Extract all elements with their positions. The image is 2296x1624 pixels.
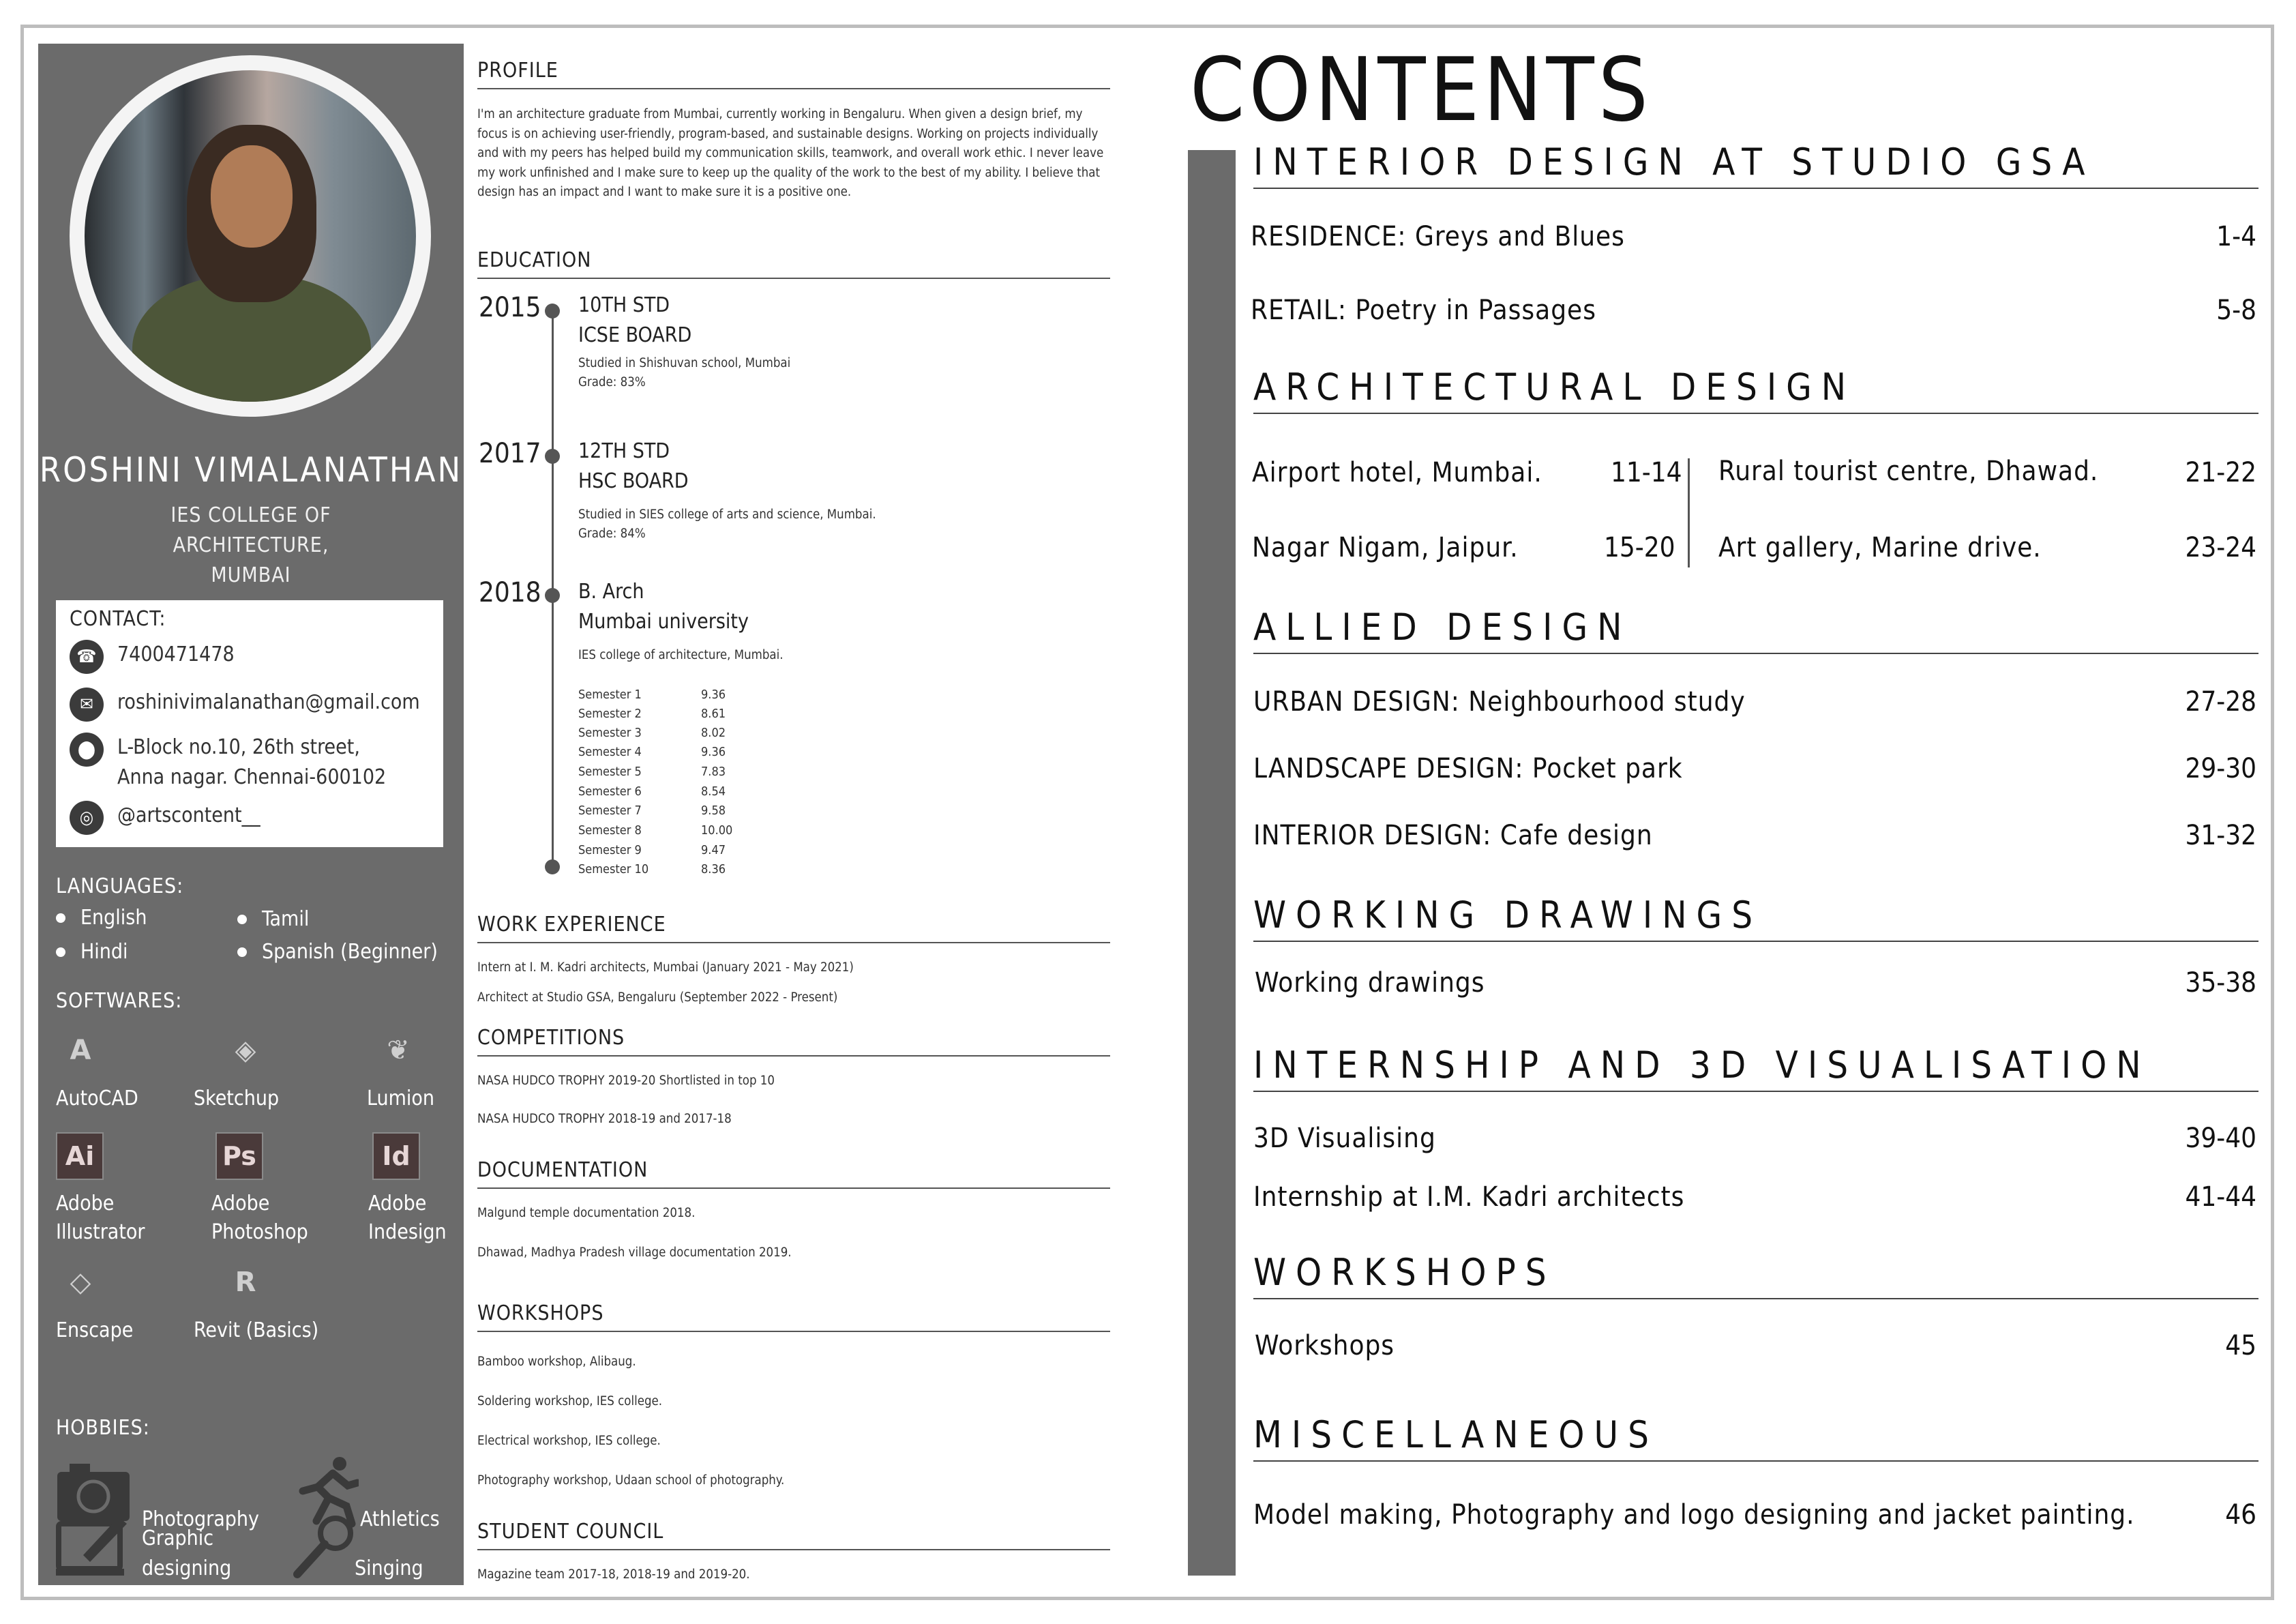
- competition-item: NASA HUDCO TROPHY 2019-20 Shortlisted in top 10: [477, 1074, 775, 1088]
- student-council-item: Magazine team 2017-18, 2018-19 and 2019-20.: [477, 1567, 750, 1582]
- location-icon: ⬤: [70, 733, 104, 767]
- toc-item[interactable]: Art gallery, Marine drive.: [1718, 532, 2042, 563]
- phone-icon: ☎: [70, 640, 104, 674]
- category-allied-design: ALLIED DESIGN: [1253, 606, 2258, 654]
- education-year: 2018: [479, 577, 541, 608]
- profile-text: I'm an architecture graduate from Mumbai, currently working in Bengaluru. When given a design brief, my focus is on achieving user-friendly, program-based, and sustainable designs. Working on projects individually and with my peers has helped build my communication skills, teamwork, and overall work ethic. I never leave my work unfinished and I make sure to keep up the quality of the work to the best of my ability. I believe that design has an impact and I want to make sure it is a positive one.: [477, 107, 1104, 199]
- toc-item[interactable]: URBAN DESIGN: Neighbourhood study: [1253, 686, 1746, 718]
- education-entry-title: 10TH STD ICSE BOARD: [578, 293, 692, 347]
- toc-item[interactable]: Rural tourist centre, Dhawad.: [1718, 456, 2099, 487]
- toc-item[interactable]: Airport hotel, Mumbai.: [1252, 457, 1542, 488]
- category-workshops: WORKSHOPS: [1253, 1251, 2258, 1299]
- contact-phone-row: [70, 640, 235, 674]
- language-item: Hindi: [56, 940, 128, 964]
- illustrator-icon: Ai: [56, 1132, 104, 1180]
- education-year: 2015: [479, 292, 541, 323]
- toc-page: 1-4: [2216, 221, 2256, 252]
- mail-icon: ✉: [70, 688, 104, 722]
- revit-icon: R: [235, 1267, 256, 1298]
- education-detail: Studied in SIES college of arts and science, Mumbai.: [578, 507, 876, 522]
- contact-title: CONTACT:: [70, 607, 166, 631]
- softwares-title: SOFTWARES:: [56, 989, 183, 1013]
- hobby-singing: Singing: [355, 1556, 423, 1580]
- toc-page: 46: [2225, 1499, 2256, 1531]
- workshops-title: WORKSHOPS: [477, 1301, 1110, 1332]
- photoshop-icon: Ps: [215, 1132, 263, 1180]
- person-name: ROSHINI VIMALANATHAN: [39, 450, 463, 490]
- software-revit: R Revit (Basics): [194, 1258, 323, 1345]
- toc-page: 35-38: [2185, 967, 2256, 999]
- toc-item[interactable]: RESIDENCE: Greys and Blues: [1251, 221, 1625, 252]
- toc-item[interactable]: 3D Visualising: [1253, 1123, 1436, 1154]
- software-lumion: ❦ Lumion: [367, 1026, 496, 1113]
- work-item: Intern at I. M. Kadri architects, Mumbai (January 2021 - May 2021): [477, 960, 854, 975]
- workshop-item: Bamboo workshop, Alibaug.: [477, 1355, 636, 1369]
- toc-item[interactable]: Internship at I.M. Kadri architects: [1253, 1181, 1685, 1213]
- education-entry-title: B. Arch Mumbai university: [578, 580, 749, 634]
- contact-instagram[interactable]: @artscontent__: [117, 803, 260, 827]
- contact-email[interactable]: roshinivimalanathan@gmail.com: [117, 690, 420, 714]
- toc-item[interactable]: LANDSCAPE DESIGN: Pocket park: [1253, 753, 1683, 784]
- toc-item[interactable]: RETAIL: Poetry in Passages: [1251, 295, 1596, 326]
- microphone-icon: [288, 1514, 356, 1582]
- education-grade: Grade: 84%: [578, 527, 646, 541]
- hobby-athletics: Athletics: [360, 1507, 440, 1531]
- toc-item[interactable]: Nagar Nigam, Jaipur.: [1252, 532, 1519, 563]
- contact-instagram-row: [70, 801, 260, 835]
- contact-phone: 7400471478: [117, 643, 235, 666]
- semester-row: Semester 9 9.47: [578, 843, 726, 857]
- timeline-dot: [545, 304, 560, 319]
- software-illustrator: Ai Adobe Illustrator: [56, 1132, 185, 1247]
- semester-row: Semester 4 9.36: [578, 745, 726, 759]
- workshop-item: Soldering workshop, IES college.: [477, 1394, 663, 1408]
- toc-item[interactable]: INTERIOR DESIGN: Cafe design: [1253, 820, 1653, 851]
- contents-accent-bar: [1188, 150, 1236, 1576]
- toc-item[interactable]: Workshops: [1255, 1330, 1395, 1361]
- semester-row: Semester 3 8.02: [578, 726, 726, 740]
- enscape-icon: ◇: [70, 1267, 91, 1298]
- semester-row: Semester 6 8.54: [578, 784, 726, 799]
- hobby-photography: Photography: [142, 1507, 259, 1531]
- work-item: Architect at Studio GSA, Bengaluru (September 2022 - Present): [477, 990, 838, 1005]
- toc-page: 27-28: [2185, 686, 2256, 718]
- category-architectural-design: ARCHITECTURAL DESIGN: [1253, 366, 2258, 414]
- column-divider: [1688, 458, 1690, 567]
- education-title: EDUCATION: [477, 248, 1110, 279]
- toc-page: 5-8: [2216, 295, 2256, 326]
- toc-page: 39-40: [2185, 1123, 2256, 1154]
- profile-section-title: PROFILE: [477, 59, 1110, 89]
- work-experience-title: WORK EXPERIENCE: [477, 913, 1110, 943]
- documentation-item: Malgund temple documentation 2018.: [477, 1206, 696, 1220]
- documentation-item: Dhawad, Madhya Pradesh village documentation 2019.: [477, 1245, 792, 1260]
- sketchup-icon: ◈: [235, 1035, 256, 1066]
- toc-page: 21-22: [2185, 457, 2256, 488]
- semester-row: Semester 5 7.83: [578, 765, 726, 779]
- competition-item: NASA HUDCO TROPHY 2018-19 and 2017-18: [477, 1112, 732, 1126]
- category-miscellaneous: MISCELLANEOUS: [1253, 1413, 2258, 1462]
- semester-row: Semester 10 8.36: [578, 862, 726, 876]
- software-enscape: ◇ Enscape: [56, 1258, 185, 1345]
- languages-title: LANGUAGES:: [56, 874, 184, 898]
- college-name: IES COLLEGE OF ARCHITECTURE, MUMBAI: [170, 503, 331, 587]
- toc-page: 15-20: [1604, 532, 1675, 563]
- timeline-dot: [545, 588, 560, 603]
- instagram-icon: ◎: [70, 801, 104, 835]
- toc-item[interactable]: Model making, Photography and logo designing and jacket painting.: [1253, 1499, 2135, 1531]
- toc-page: 41-44: [2185, 1181, 2256, 1213]
- profile-photo-frame: [70, 55, 431, 417]
- resume-details: [477, 44, 1112, 1585]
- software-autocad: A AutoCAD: [56, 1026, 185, 1113]
- profile-photo: [85, 70, 416, 402]
- toc-item[interactable]: Working drawings: [1255, 967, 1485, 999]
- profile-sidebar: [38, 44, 464, 1585]
- documentation-title: DOCUMENTATION: [477, 1158, 1110, 1189]
- education-detail: IES college of architecture, Mumbai.: [578, 648, 784, 662]
- semester-row: Semester 8 10.00: [578, 823, 733, 838]
- hobbies-title: HOBBIES:: [56, 1416, 150, 1440]
- semester-row: Semester 7 9.58: [578, 803, 726, 818]
- semester-row: Semester 1 9.36: [578, 688, 726, 702]
- timeline-dot: [545, 449, 560, 464]
- semester-row: Semester 2 8.61: [578, 707, 726, 721]
- education-entry-title: 12TH STD HSC BOARD: [578, 439, 689, 493]
- language-item: Tamil: [237, 907, 309, 931]
- toc-page: 31-32: [2185, 820, 2256, 851]
- workshop-item: Photography workshop, Udaan school of photography.: [477, 1473, 785, 1488]
- timeline-dot: [545, 859, 560, 874]
- contact-address-row: [70, 733, 386, 793]
- indesign-icon: Id: [372, 1132, 420, 1180]
- competitions-title: COMPETITIONS: [477, 1026, 1110, 1057]
- hobby-graphic-designing: Graphic designing: [142, 1526, 232, 1580]
- toc-page: 23-24: [2185, 532, 2256, 563]
- education-year: 2017: [479, 438, 541, 469]
- toc-page: 29-30: [2185, 753, 2256, 784]
- software-indesign: Id Adobe Indesign: [368, 1132, 498, 1247]
- lumion-icon: ❦: [387, 1035, 410, 1066]
- software-sketchup: ◈ Sketchup: [194, 1026, 323, 1113]
- workshop-item: Electrical workshop, IES college.: [477, 1434, 661, 1448]
- category-internship-3d: INTERNSHIP AND 3D VISUALISATION: [1253, 1044, 2258, 1092]
- category-interior-design: INTERIOR DESIGN AT STUDIO GSA: [1253, 141, 2258, 189]
- contact-email-row: [70, 688, 420, 722]
- contact-address: L-Block no.10, 26th street, Anna nagar. Chennai-600102: [117, 735, 387, 789]
- language-item: English: [56, 906, 147, 930]
- education-detail: Studied in Shishuvan school, Mumbai: [578, 356, 791, 370]
- language-item: Spanish (Beginner): [237, 940, 438, 964]
- autocad-icon: A: [70, 1035, 91, 1066]
- contents-title: CONTENTS: [1190, 40, 1652, 141]
- toc-page: 45: [2225, 1330, 2256, 1361]
- tablet-pen-icon: [56, 1510, 131, 1578]
- software-photoshop: Ps Adobe Photoshop: [211, 1132, 341, 1247]
- contact-card: [56, 600, 443, 847]
- toc-page: 11-14: [1611, 457, 1682, 488]
- category-working-drawings: WORKING DRAWINGS: [1253, 894, 2258, 942]
- student-council-title: STUDENT COUNCIL: [477, 1520, 1110, 1550]
- education-grade: Grade: 83%: [578, 375, 646, 389]
